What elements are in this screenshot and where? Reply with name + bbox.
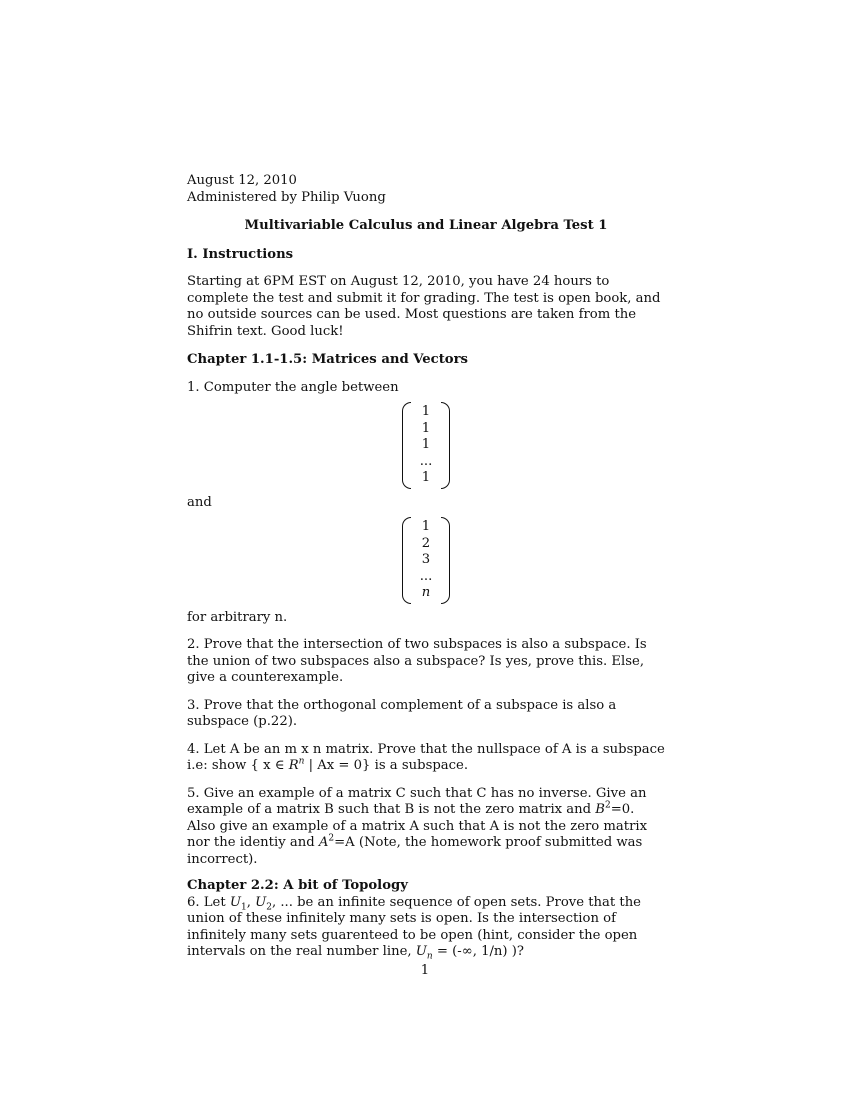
vector-1 [187, 402, 665, 489]
instructions-heading: I. Instructions [187, 246, 294, 262]
vector-1-entry: 1 [421, 404, 431, 419]
question-3: 3. Prove that the orthogonal complement of a subspace is also a subspace (p.22). [187, 697, 617, 729]
administered-by: Administered by Philip Vuong [187, 189, 386, 205]
vector-2 [187, 517, 665, 604]
vector-2-entry: 1 [421, 519, 431, 534]
test-title: Multivariable Calculus and Linear Algebra Test 1 [244, 218, 608, 233]
question-1-end: for arbitrary n. [187, 609, 288, 625]
question-5: 5. Give an example of a matrix C such that C has no inverse. Give an example of a matrix B such that B is not the zero matrix and $B^2=0$. Also give an example of a matrix A such that A is not the zero matrix nor the identiy and $A^2=A$ (Note, the homework proof submitted was incorrect). [187, 785, 648, 867]
left-paren [402, 517, 411, 604]
vector-2-entry: 3 [421, 552, 431, 567]
question-4: 4. Let A be an m x n matrix. Prove that the nullspace of A is a subspace i.e: show { x ∈ $R^n$ | Ax = 0} is a subspace. [187, 741, 665, 773]
chapter1-heading: Chapter 1.1-1.5: Matrices and Vectors [187, 352, 468, 367]
and-text: and [187, 494, 212, 510]
right-paren [441, 402, 450, 489]
instructions-text: Starting at 6PM EST on August 12, 2010, you have 24 hours to complete the test and submit it for grading. The test is open book, and no outside sources can be used. Most questions are taken from the Shifrin text. Good luck! [187, 274, 661, 339]
vector-1-entry: ... [419, 453, 433, 469]
chapter2-heading: Chapter 2.2: A bit of Topology [187, 878, 408, 893]
question-6: 6. Let $U_1$, $U_2$, ... be an infinite sequence of open sets. Prove that the union of these infinitely many sets is open. Is the intersection of infinitely many sets guarenteed to be open (hint, consider the open intervals on the real number line, $U_n$ = (-∞, 1/n) )? [187, 894, 641, 962]
right-paren [441, 517, 450, 604]
question-2: 2. Prove that the intersection of two subspaces is also a subspace. Is the union of two subspaces also a subspace? Is yes, prove this. Else, give a counterexample. [187, 637, 647, 685]
vector-1-entry: 1 [421, 420, 431, 436]
vector-1-entry: 1 [421, 437, 431, 452]
vector-2-entry: 2 [421, 535, 431, 551]
vector-2-entry: ... [419, 568, 433, 584]
vector-1-entry: 1 [421, 470, 431, 485]
vector-2-entry: n [421, 585, 431, 600]
page-number: 1 [420, 963, 430, 978]
left-paren [402, 402, 411, 489]
question-1-intro: 1. Computer the angle between [187, 379, 399, 395]
document-page [187, 173, 665, 961]
date: August 12, 2010 [187, 173, 297, 188]
